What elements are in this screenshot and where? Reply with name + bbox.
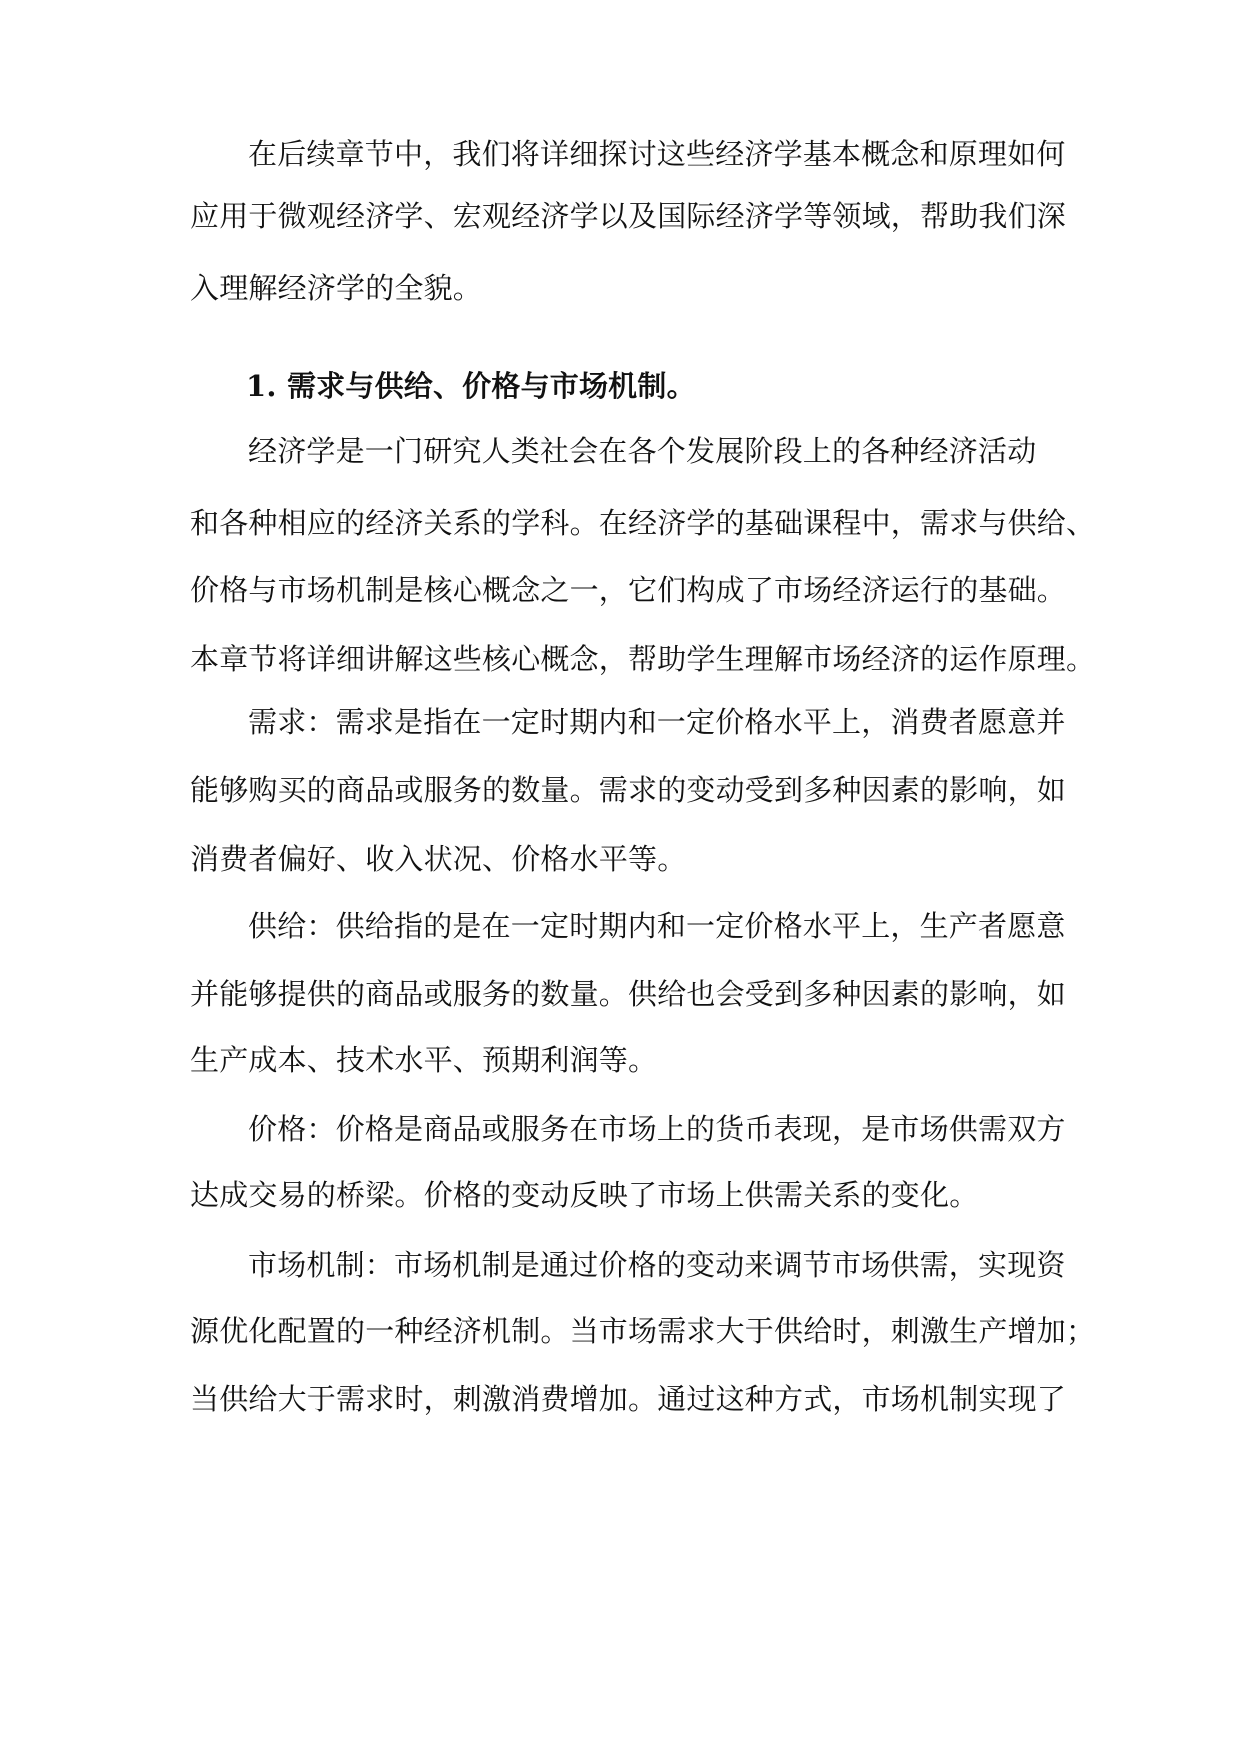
paragraph-mechanism-line: 源优化配置的一种经济机制。当市场需求大于供给时，刺激生产增加； [190,1314,1096,1348]
paragraph-economics-line: 和各种相应的经济关系的学科。在经济学的基础课程中，需求与供给、 [190,506,1096,540]
paragraph-demand-line: 需求：需求是指在一定时期内和一定价格水平上，消费者愿意并 [248,705,1066,739]
section-heading: 1. 需求与供给、价格与市场机制。 [246,369,696,403]
paragraph-economics-line: 本章节将详细讲解这些核心概念，帮助学生理解市场经济的运作原理。 [190,642,1096,676]
paragraph-intro-line: 在后续章节中，我们将详细探讨这些经济学基本概念和原理如何 [248,137,1066,171]
paragraph-price-line: 达成交易的桥梁。价格的变动反映了市场上供需关系的变化。 [190,1178,979,1212]
paragraph-mechanism-line: 当供给大于需求时，刺激消费增加。通过这种方式，市场机制实现了 [190,1382,1067,1416]
paragraph-supply-line: 并能够提供的商品或服务的数量。供给也会受到多种因素的影响，如 [190,977,1067,1011]
paragraph-economics-line: 经济学是一门研究人类社会在各个发展阶段上的各种经济活动 [248,434,1037,468]
paragraph-economics-line: 价格与市场机制是核心概念之一，它们构成了市场经济运行的基础。 [190,573,1067,607]
paragraph-supply-line: 生产成本、技术水平、预期利润等。 [190,1043,658,1077]
paragraph-price-line: 价格：价格是商品或服务在市场上的货币表现，是市场供需双方 [248,1112,1066,1146]
paragraph-mechanism-line: 市场机制：市场机制是通过价格的变动来调节市场供需，实现资 [248,1248,1066,1282]
paragraph-intro-line: 应用于微观经济学、宏观经济学以及国际经济学等领域，帮助我们深 [190,199,1067,233]
paragraph-supply-line: 供给：供给指的是在一定时期内和一定价格水平上，生产者愿意 [248,909,1066,943]
paragraph-demand-line: 消费者偏好、收入状况、价格水平等。 [190,842,687,876]
paragraph-demand-line: 能够购买的商品或服务的数量。需求的变动受到多种因素的影响，如 [190,773,1067,807]
paragraph-intro-line: 入理解经济学的全貌。 [190,271,483,305]
